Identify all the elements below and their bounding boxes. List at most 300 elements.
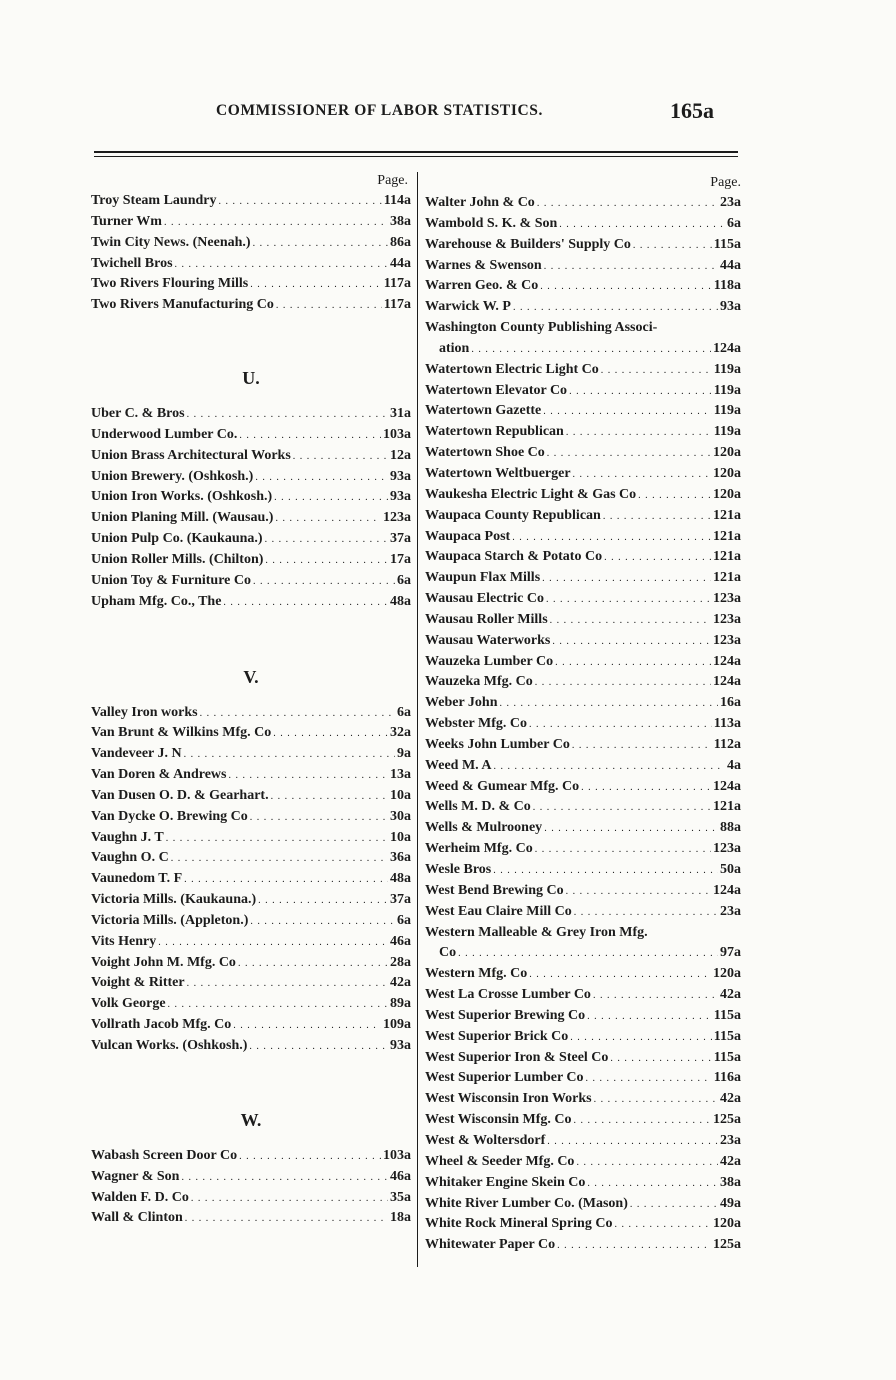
index-entry: [425, 631, 741, 652]
entry-page: 89a: [390, 996, 411, 1012]
entry-page: 38a: [720, 1174, 741, 1190]
entry-name: West La Crosse Lumber Co: [425, 987, 591, 1003]
right-page-label: Page.: [710, 175, 741, 190]
leader-dots: [184, 869, 388, 890]
index-entry: [91, 212, 411, 233]
index-entry: [91, 404, 411, 425]
entry-page: 6a: [727, 215, 741, 231]
entry-name: Vaughn O. C: [91, 850, 169, 866]
index-entry: [425, 797, 741, 818]
entry-name: Union Planing Mill. (Wausau.): [91, 510, 274, 526]
entry-name: West Eau Claire Mill Co: [425, 903, 572, 919]
index-entry: [425, 964, 741, 985]
leader-dots: [271, 786, 388, 807]
entry-name: Whitewater Paper Co: [425, 1237, 556, 1253]
entry-name: Volk George: [91, 996, 166, 1012]
entry-name: Warnes & Swenson: [425, 257, 542, 273]
leader-dots: [533, 797, 711, 818]
entry-page: 31a: [390, 406, 411, 422]
entry-page: 93a: [390, 468, 411, 484]
index-entry: [425, 1089, 741, 1110]
entry-name: Waupun Flax Mills: [425, 570, 541, 586]
entry-page: 6a: [397, 912, 411, 928]
entry-page: 32a: [390, 725, 411, 741]
entry-name: Union Brewery. (Oshkosh.): [91, 468, 254, 484]
index-entry: [91, 550, 411, 571]
entry-page: 23a: [720, 195, 741, 210]
entry-name: Western Mfg. Co: [425, 966, 528, 982]
leader-dots: [168, 994, 388, 1015]
entry-page: 103a: [383, 426, 411, 442]
section-heading-v: V.: [243, 666, 259, 687]
leader-dots: [255, 467, 388, 488]
entry-name: Whitaker Engine Skein Co: [425, 1174, 586, 1190]
index-group-u: [91, 404, 411, 612]
entry-page: 121a: [713, 528, 741, 544]
leader-dots: [570, 1027, 712, 1048]
entry-name: Turner Wm: [91, 213, 162, 229]
entry-name: Watertown Shoe Co: [425, 445, 545, 461]
index-entry: [91, 1015, 411, 1036]
index-entry: [425, 672, 741, 693]
index-entry: [425, 401, 741, 422]
index-entry: [425, 235, 741, 256]
leader-dots: [258, 890, 388, 911]
leader-dots: [187, 973, 388, 994]
section-heading-w: W.: [240, 1109, 262, 1130]
entry-name: Weeks John Lumber Co: [425, 736, 570, 752]
leader-dots: [601, 360, 712, 381]
index-entry: [425, 1152, 741, 1173]
index-entry: [425, 714, 741, 735]
index-entry: [91, 973, 411, 994]
index-entry: [91, 723, 411, 744]
entry-page: 36a: [390, 850, 411, 866]
index-entry: [91, 703, 411, 724]
index-entry: [91, 994, 411, 1015]
index-entry: [425, 297, 741, 318]
entry-page: 123a: [383, 510, 411, 526]
leader-dots: [191, 1188, 388, 1209]
leader-dots: [200, 703, 395, 724]
leader-dots: [238, 953, 388, 974]
entry-page: 113a: [713, 716, 741, 732]
entry-page: 115a: [713, 1007, 741, 1023]
entry-name: Uber C. & Bros: [91, 406, 185, 422]
index-entry: [91, 467, 411, 488]
entry-name: Wells & Mulrooney: [425, 820, 543, 836]
entry-name: Victoria Mills. (Appleton.): [91, 912, 249, 928]
leader-dots: [276, 295, 382, 316]
leader-dots: [494, 756, 726, 777]
entry-name: Victoria Mills. (Kaukauna.): [91, 892, 257, 908]
index-entry: [91, 848, 411, 869]
entry-name: Twin City News. (Neenah.): [91, 234, 251, 250]
index-entry: [425, 693, 741, 714]
leader-dots: [544, 818, 718, 839]
entry-name: Warren Geo. & Co: [425, 278, 539, 294]
entry-page: 4a: [727, 757, 741, 773]
entry-name: West Superior Brick Co: [425, 1028, 569, 1044]
entry-name: Vollrath Jacob Mfg. Co: [91, 1017, 232, 1033]
entry-name: Wausau Electric Co: [425, 591, 544, 607]
entry-name: Vulcan Works. (Oshkosh.): [91, 1038, 248, 1053]
entry-page: 124a: [713, 674, 741, 690]
entry-page: 97a: [720, 945, 741, 961]
entry-name: Wambold S. K. & Son: [425, 215, 558, 231]
leader-dots: [544, 256, 718, 277]
leader-dots: [543, 401, 712, 422]
leader-dots: [184, 744, 395, 765]
index-entry: [91, 1188, 411, 1209]
entry-page: 86a: [390, 234, 411, 250]
entry-name: Watertown Weltbuerger: [425, 465, 571, 481]
entry-name: Valley Iron works: [91, 704, 198, 720]
entry-page: 123a: [713, 632, 741, 648]
entry-page: 115a: [713, 1028, 741, 1044]
entry-name: Twichell Bros: [91, 255, 173, 271]
entry-page: 119a: [713, 382, 741, 398]
leader-dots: [250, 274, 382, 295]
leader-dots: [274, 487, 388, 508]
index-entry: [425, 339, 741, 360]
index-entry: [91, 274, 411, 295]
leader-dots: [537, 193, 718, 214]
entry-name: Union Toy & Furniture Co: [91, 572, 251, 588]
leader-dots: [513, 297, 718, 318]
leader-dots: [535, 839, 711, 860]
entry-page: 13a: [390, 767, 411, 783]
entry-page: 119a: [713, 361, 741, 377]
entry-page: 46a: [390, 1168, 411, 1184]
leader-dots: [604, 547, 711, 568]
index-entry: [425, 1235, 741, 1256]
entry-name: Vaunedom T. F: [91, 871, 183, 887]
index-entry: [425, 193, 741, 214]
index-entry: [91, 191, 411, 212]
entry-name: Waukesha Electric Light & Gas Co: [425, 486, 637, 502]
index-entry: [91, 1146, 411, 1167]
index-entry: [425, 527, 741, 548]
index-entry: [425, 923, 741, 944]
index-entry: [91, 1036, 411, 1057]
entry-page: 17a: [390, 551, 411, 567]
index-entry: [425, 652, 741, 673]
entry-name: Wauzeka Lumber Co: [425, 653, 554, 669]
leader-dots: [547, 1131, 718, 1152]
entry-page: 112a: [713, 736, 741, 752]
leader-dots: [253, 571, 395, 592]
index-entry: [425, 943, 741, 964]
leader-dots: [574, 1110, 712, 1131]
entry-name: Vaughn J. T: [91, 829, 164, 845]
leader-dots: [229, 765, 389, 786]
entry-name: Wagner & Son: [91, 1168, 180, 1184]
entry-page: 120a: [713, 966, 741, 982]
entry-name: Vits Henry: [91, 933, 157, 949]
leader-dots: [166, 828, 388, 849]
entry-page: 116a: [713, 1070, 741, 1086]
entry-page: 119a: [713, 403, 741, 419]
index-entry: [425, 1048, 741, 1069]
index-entry: [91, 487, 411, 508]
page-number: 165a: [670, 98, 714, 123]
entry-name: Voight John M. Mfg. Co: [91, 954, 236, 970]
entry-name: Union Brass Architectural Works: [91, 447, 291, 463]
index-entry: [425, 1110, 741, 1131]
index-entry: [425, 568, 741, 589]
index-entry: [425, 839, 741, 860]
leader-dots: [529, 714, 712, 735]
header-rule-thin: [94, 156, 738, 157]
leader-dots: [555, 652, 711, 673]
entry-page: 115a: [713, 236, 741, 252]
index-entry: [425, 485, 741, 506]
entry-name: Wesle Bros: [425, 862, 492, 877]
index-entry: [91, 765, 411, 786]
entry-page: 117a: [383, 297, 411, 313]
entry-name: Union Iron Works. (Oshkosh.): [91, 489, 273, 505]
leader-dots: [547, 443, 711, 464]
entry-name: Troy Steam Laundry: [91, 193, 217, 208]
entry-page: 38a: [390, 213, 411, 229]
entry-page: 121a: [713, 799, 741, 815]
leader-dots: [574, 902, 718, 923]
leader-dots: [471, 339, 711, 360]
column-divider: [417, 172, 418, 1267]
entry-page: 120a: [713, 445, 741, 461]
index-entry: [91, 828, 411, 849]
index-entry: [425, 276, 741, 297]
leader-dots: [158, 932, 388, 953]
index-entry: [91, 446, 411, 467]
leader-dots: [219, 191, 382, 212]
entry-name: Warwick W. P: [425, 299, 511, 315]
leader-dots: [233, 1015, 381, 1036]
index-entry: [425, 1131, 741, 1152]
entry-page: 42a: [720, 1091, 741, 1107]
index-entry: [425, 818, 741, 839]
index-entry: [91, 295, 411, 316]
entry-name: Weber John: [425, 695, 498, 711]
entry-name: Walden F. D. Co: [91, 1189, 189, 1205]
entry-page: 125a: [713, 1112, 741, 1128]
leader-dots: [573, 464, 711, 485]
entry-name: Weed & Gumear Mfg. Co: [425, 778, 580, 794]
leader-dots: [614, 1214, 711, 1235]
index-group-t: [91, 191, 411, 316]
leader-dots: [572, 735, 712, 756]
entry-page: 120a: [713, 1216, 741, 1232]
entry-name: Voight & Ritter: [91, 975, 185, 991]
leader-dots: [499, 693, 718, 714]
entry-name: Co: [439, 945, 457, 961]
entry-page: 93a: [390, 1038, 411, 1053]
leader-dots: [293, 446, 388, 467]
entry-page: 18a: [390, 1210, 411, 1226]
index-entry: [91, 254, 411, 275]
entry-page: 93a: [390, 489, 411, 505]
leader-dots: [581, 777, 711, 798]
spacer: [91, 316, 411, 358]
index-entry: [91, 932, 411, 953]
index-entry: [425, 860, 741, 881]
entry-name: Warehouse & Builders' Supply Co: [425, 236, 631, 252]
entry-name: West Superior Lumber Co: [425, 1070, 584, 1086]
entry-page: 93a: [720, 299, 741, 315]
entry-name: Van Dusen O. D. & Gearhart.: [91, 787, 269, 803]
leader-dots: [638, 485, 711, 506]
page-header: [0, 98, 896, 128]
leader-dots: [594, 1089, 718, 1110]
entry-name: Watertown Electric Light Co: [425, 361, 599, 377]
index-entry: [91, 1208, 411, 1229]
entry-page: 124a: [713, 340, 741, 356]
entry-name: Two Rivers Manufacturing Co: [91, 297, 274, 313]
index-entry: [425, 881, 741, 902]
index-entry: [91, 529, 411, 550]
index-group-v: [91, 703, 411, 1057]
entry-page: 123a: [713, 591, 741, 607]
index-entry: [425, 214, 741, 235]
entry-name: Webster Mfg. Co: [425, 716, 527, 732]
index-entry: [425, 443, 741, 464]
entry-page: 23a: [720, 903, 741, 919]
entry-page: 109a: [383, 1017, 411, 1033]
leader-dots: [187, 404, 388, 425]
index-entry: [425, 1173, 741, 1194]
entry-page: 121a: [713, 570, 741, 586]
header-rule-thick: [94, 151, 738, 153]
index-entry: [91, 233, 411, 254]
leader-dots: [250, 807, 388, 828]
entry-page: 44a: [720, 257, 741, 273]
leader-dots: [458, 943, 718, 964]
leader-dots: [586, 1068, 712, 1089]
entry-name: West Superior Iron & Steel Co: [425, 1049, 609, 1065]
index-entry: [91, 1167, 411, 1188]
leader-dots: [540, 276, 711, 297]
leader-dots: [557, 1235, 711, 1256]
entry-page: 42a: [390, 975, 411, 991]
entry-name: Van Doren & Andrews: [91, 767, 227, 783]
entry-page: 50a: [720, 862, 741, 877]
entry-name: Van Dycke O. Brewing Co: [91, 808, 248, 824]
index-entry: [425, 360, 741, 381]
index-entry: [425, 1027, 741, 1048]
leader-dots: [630, 1194, 718, 1215]
index-group-w: [91, 1146, 411, 1229]
index-entry: [425, 1068, 741, 1089]
leader-dots: [569, 381, 712, 402]
entry-name: Wausau Waterworks: [425, 632, 551, 648]
entry-page: 42a: [720, 987, 741, 1003]
leader-dots: [239, 425, 381, 446]
leader-dots: [603, 506, 711, 527]
index-entry: [425, 422, 741, 443]
leader-dots: [593, 985, 718, 1006]
leader-dots: [275, 508, 381, 529]
index-entry: [425, 506, 741, 527]
entry-page: 114a: [383, 193, 411, 208]
entry-name: White River Lumber Co. (Mason): [425, 1195, 628, 1211]
running-title: COMMISSIONER OF LABOR STATISTICS.: [216, 102, 543, 119]
entry-name: Waupaca Starch & Potato Co: [425, 549, 603, 565]
entry-page: 35a: [390, 1189, 411, 1205]
leader-dots: [175, 254, 388, 275]
leader-dots: [493, 860, 718, 881]
leader-dots: [566, 881, 711, 902]
entry-name: Western Malleable & Grey Iron Mfg.: [425, 924, 648, 940]
leader-dots: [552, 631, 711, 652]
entry-page: 37a: [390, 531, 411, 547]
entry-name: Wells M. D. & Co: [425, 799, 531, 815]
index-entry: [91, 807, 411, 828]
leader-dots: [164, 212, 388, 233]
entry-name: Vandeveer J. N: [91, 746, 182, 762]
index-entry: [425, 589, 741, 610]
entry-name: Watertown Gazette: [425, 403, 542, 419]
entry-name: Weed M. A: [425, 757, 492, 773]
leader-dots: [587, 1173, 718, 1194]
entry-name: Union Pulp Co. (Kaukauna.): [91, 531, 263, 547]
entry-page: 37a: [390, 892, 411, 908]
entry-page: 30a: [390, 808, 411, 824]
entry-name: Wall & Clinton: [91, 1210, 183, 1226]
entry-name: West Bend Brewing Co: [425, 882, 564, 898]
index-entry: [91, 953, 411, 974]
index-entry: [91, 911, 411, 932]
leader-dots: [566, 422, 712, 443]
index-entry: [425, 777, 741, 798]
left-column: [91, 170, 411, 1229]
right-column: [425, 170, 741, 1256]
leader-dots: [512, 527, 711, 548]
entry-name: Waupaca Post: [425, 528, 511, 544]
entry-name: Werheim Mfg. Co: [425, 841, 533, 857]
leader-dots: [239, 1146, 381, 1167]
index-entry: [91, 508, 411, 529]
entry-page: 121a: [713, 549, 741, 565]
leader-dots: [171, 848, 388, 869]
entry-name: Wheel & Seeder Mfg. Co: [425, 1153, 575, 1169]
entry-page: 48a: [390, 593, 411, 609]
leader-dots: [587, 1006, 712, 1027]
entry-page: 10a: [390, 787, 411, 803]
index-entry: [425, 610, 741, 631]
entry-page: 6a: [397, 704, 411, 720]
leader-dots: [185, 1208, 388, 1229]
leader-dots: [633, 235, 712, 256]
entry-page: 121a: [713, 507, 741, 523]
entry-name: Two Rivers Flouring Mills: [91, 276, 249, 292]
entry-name: Watertown Republican: [425, 424, 564, 440]
index-entry: [425, 464, 741, 485]
index-entry: [425, 1214, 741, 1235]
index-entry: [91, 786, 411, 807]
leader-dots: [546, 589, 711, 610]
leader-dots: [265, 550, 388, 571]
entry-page: 123a: [713, 841, 741, 857]
entry-page: 120a: [713, 465, 741, 481]
entry-page: 124a: [713, 882, 741, 898]
entry-name: Waupaca County Republican: [425, 507, 601, 523]
entry-page: 115a: [713, 1049, 741, 1065]
entry-page: 12a: [390, 447, 411, 463]
index-entry: [425, 756, 741, 777]
leader-dots: [273, 723, 388, 744]
entry-name: ation: [439, 340, 470, 356]
